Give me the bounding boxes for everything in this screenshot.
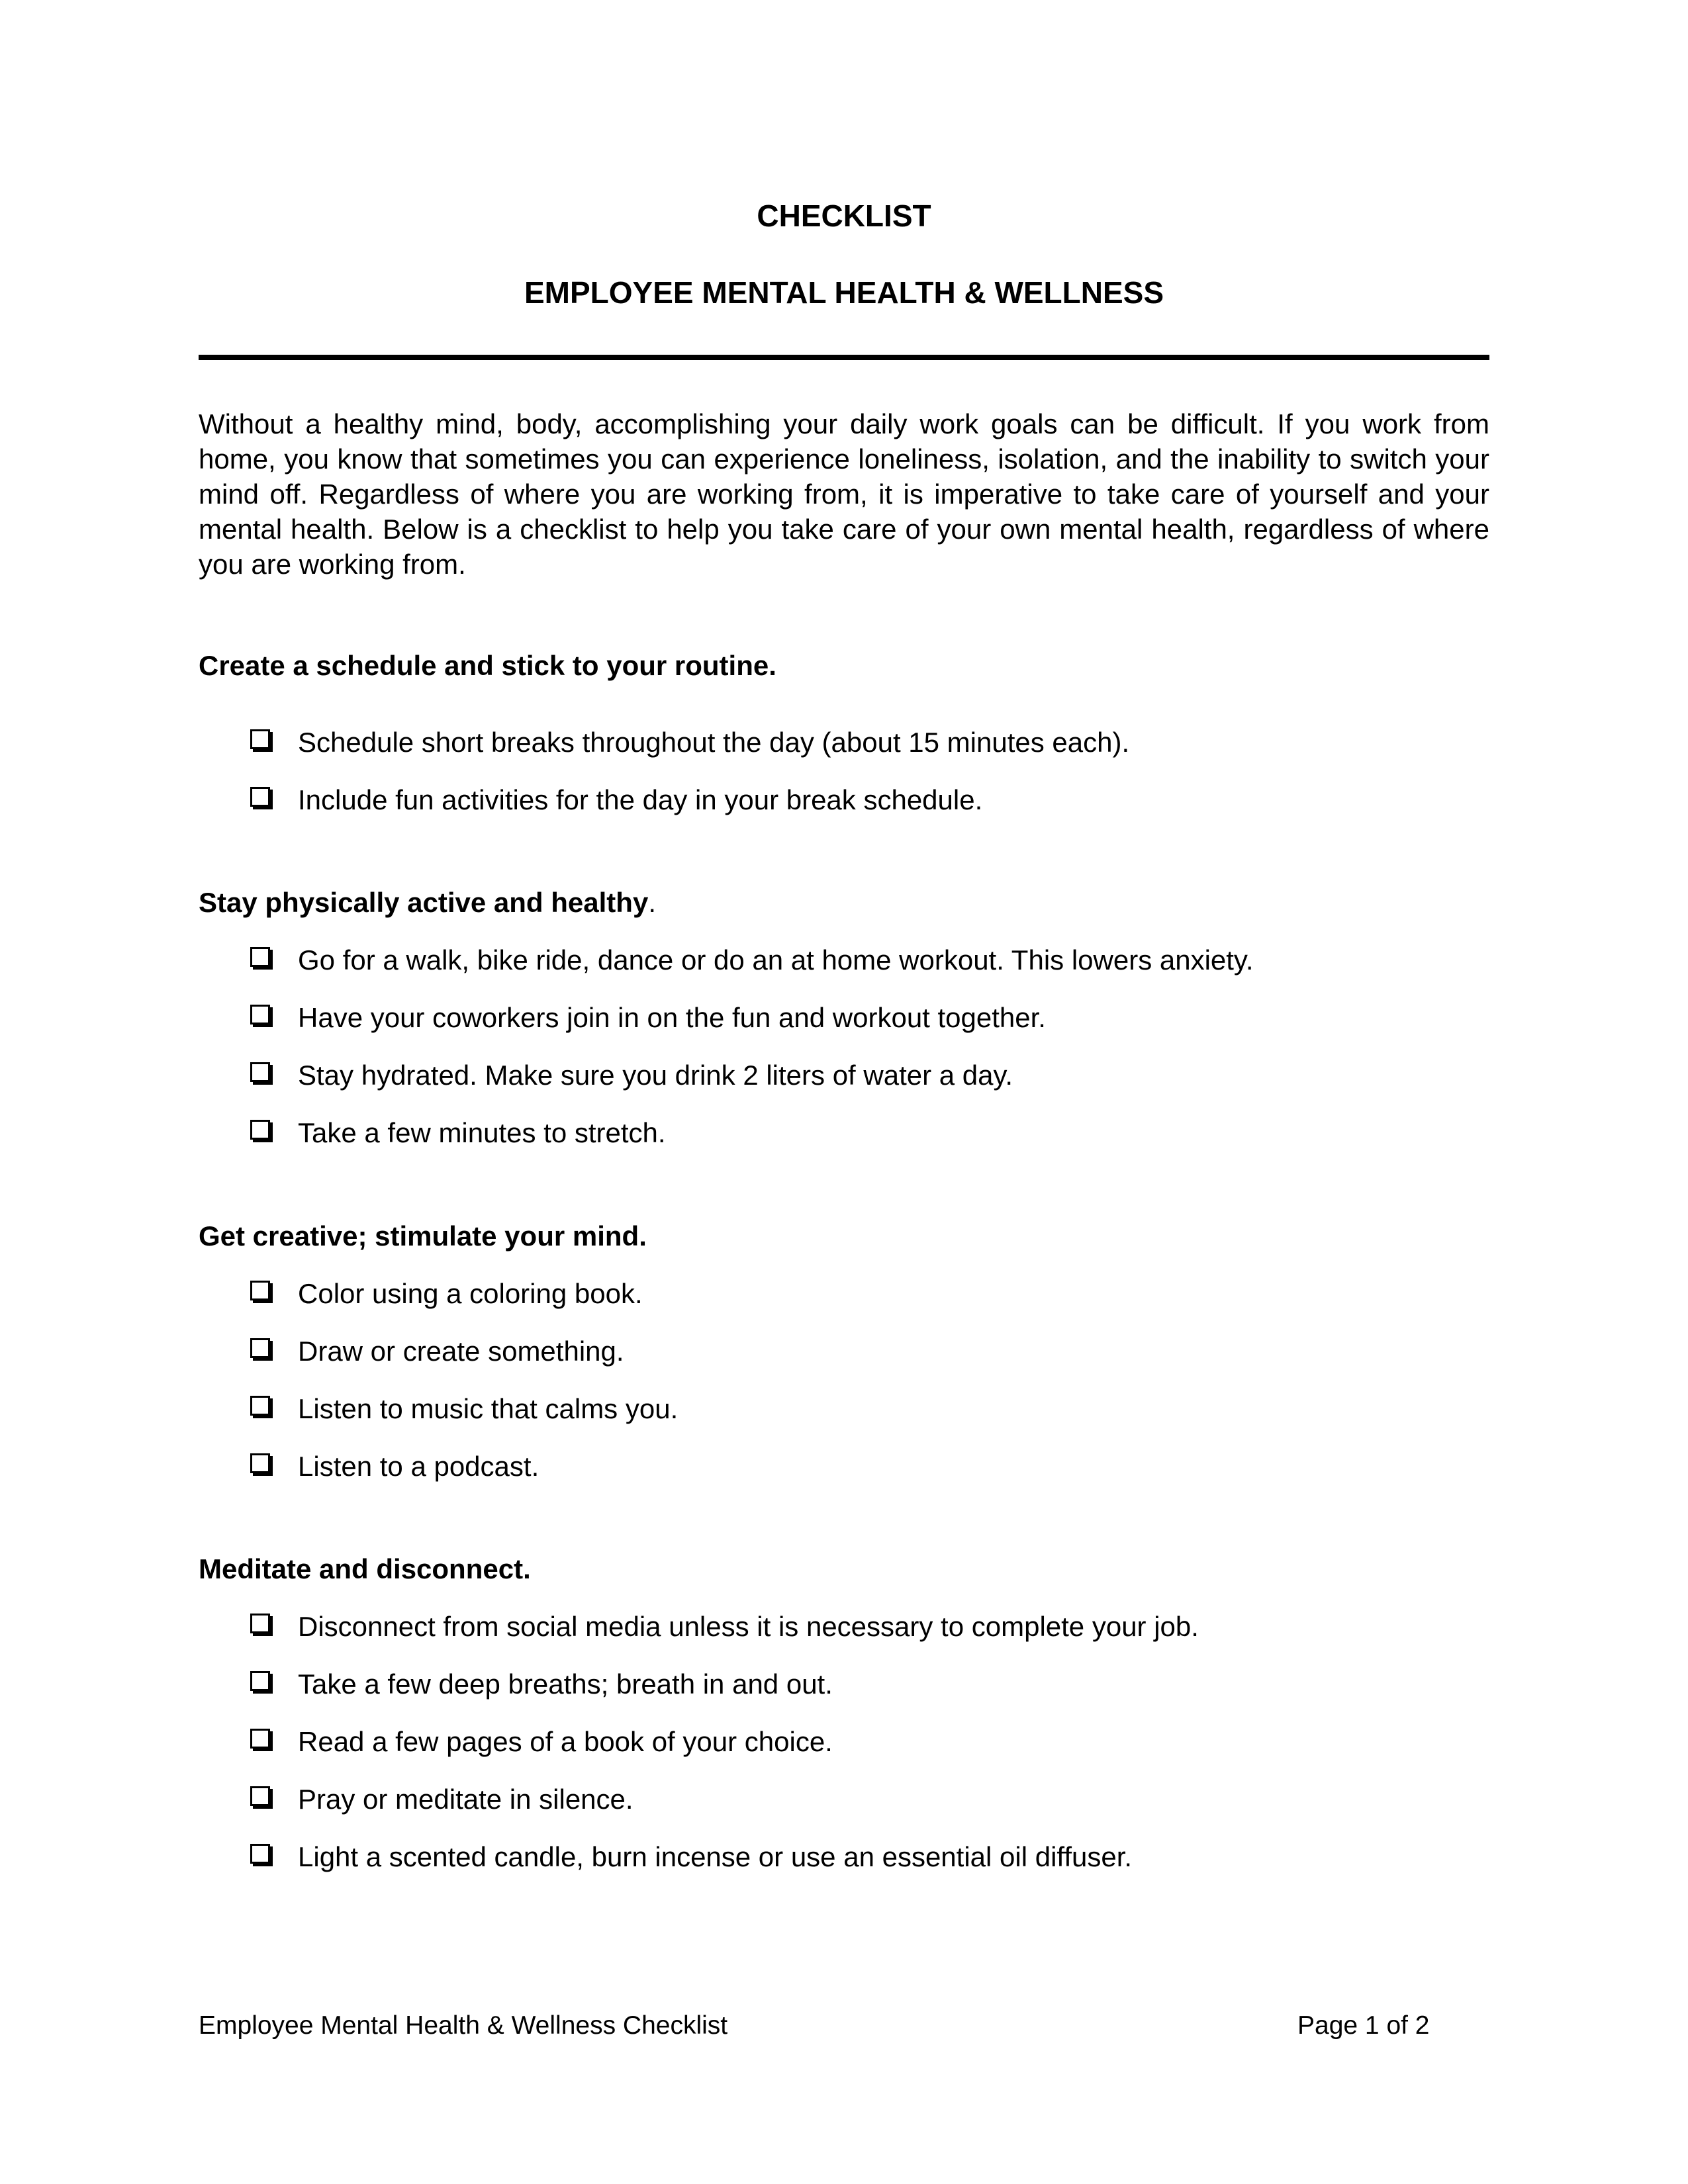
checkbox[interactable] xyxy=(250,787,270,807)
checklist-item[interactable] xyxy=(250,1667,1489,1725)
checklist-item[interactable] xyxy=(250,725,1489,783)
checklist-item-label: Read a few pages of a book of your choice. xyxy=(298,1726,833,1757)
checkbox[interactable] xyxy=(250,729,270,749)
section-heading-meditate xyxy=(199,1552,531,1586)
checklist-item[interactable] xyxy=(250,1116,1489,1173)
checklist-item-label: Listen to music that calms you. xyxy=(298,1393,679,1424)
checklist-item-label: Take a few minutes to stretch. xyxy=(298,1117,666,1148)
checkbox[interactable] xyxy=(250,947,270,967)
intro-paragraph: Without a healthy mind, body, accomplishing your daily work goals can be difficult. If you work from home, you know that sometimes you can experience loneliness, isolation, and the inability to switch your mind off. Regardless of where you are working from, it is imperative to take care of yourself and your mental health. Below is a checklist to help you take care of your own mental health, regardless of where you are working from. xyxy=(199,408,1489,580)
checklist-item-label: Schedule short breaks throughout the day (about 15 minutes each). xyxy=(298,727,1130,758)
checklist-item-label: Go for a walk, bike ride, dance or do an at home workout. This lowers anxiety. xyxy=(298,944,1254,976)
checkbox[interactable] xyxy=(250,1005,270,1024)
footer-document-name: Employee Mental Health & Wellness Checklist xyxy=(199,2011,728,2040)
section-heading-trail: . xyxy=(648,887,656,918)
checkbox[interactable] xyxy=(250,1453,270,1473)
checklist-creative xyxy=(250,1277,1489,1507)
document-title: CHECKLIST xyxy=(757,199,931,233)
checkbox[interactable] xyxy=(250,1120,270,1140)
section-heading-text: Meditate and disconnect. xyxy=(199,1553,531,1584)
checklist-meditate xyxy=(250,1610,1489,1897)
section-heading-creative xyxy=(199,1219,647,1253)
checklist-item[interactable] xyxy=(250,1334,1489,1392)
checklist-item-label: Color using a coloring book. xyxy=(298,1278,643,1309)
section-heading-text: Get creative; stimulate your mind. xyxy=(199,1220,647,1251)
checkbox[interactable] xyxy=(250,1614,270,1633)
title-divider xyxy=(199,355,1489,360)
checklist-item[interactable] xyxy=(250,1058,1489,1116)
checkbox[interactable] xyxy=(250,1671,270,1691)
checkbox[interactable] xyxy=(250,1729,270,1749)
checklist-item[interactable] xyxy=(250,1610,1489,1667)
section-heading-text: Create a schedule and stick to your routine. xyxy=(199,650,776,681)
checklist-item-label: Take a few deep breaths; breath in and out. xyxy=(298,1668,833,1700)
checklist-item-label: Disconnect from social media unless it is necessary to complete your job. xyxy=(298,1611,1199,1642)
checklist-item-label: Draw or create something. xyxy=(298,1336,624,1367)
section-heading-schedule xyxy=(199,649,776,683)
checklist-item-label: Pray or meditate in silence. xyxy=(298,1784,633,1815)
checklist-item[interactable] xyxy=(250,783,1489,841)
checklist-physical xyxy=(250,943,1489,1173)
checklist-schedule xyxy=(250,725,1489,841)
section-heading-physical xyxy=(199,886,656,920)
checklist-item-label: Light a scented candle, burn incense or use an essential oil diffuser. xyxy=(298,1841,1133,1872)
checklist-item[interactable] xyxy=(250,1840,1489,1897)
checkbox[interactable] xyxy=(250,1281,270,1300)
checklist-item[interactable] xyxy=(250,1001,1489,1058)
checklist-item-label: Have your coworkers join in on the fun and workout together. xyxy=(298,1002,1046,1033)
section-heading-text: Stay physically active and healthy xyxy=(199,887,649,918)
checkbox[interactable] xyxy=(250,1338,270,1358)
checklist-item[interactable] xyxy=(250,1449,1489,1507)
footer-page-number: Page 1 of 2 xyxy=(1297,2011,1430,2040)
checklist-item-label: Stay hydrated. Make sure you drink 2 liters of water a day. xyxy=(298,1060,1013,1091)
checklist-item[interactable] xyxy=(250,1725,1489,1782)
checkbox[interactable] xyxy=(250,1786,270,1806)
checklist-item[interactable] xyxy=(250,1782,1489,1840)
checklist-item-label: Include fun activities for the day in your break schedule. xyxy=(298,784,983,815)
checklist-item-label: Listen to a podcast. xyxy=(298,1451,539,1482)
checklist-item[interactable] xyxy=(250,943,1489,1001)
document-subtitle: EMPLOYEE MENTAL HEALTH & WELLNESS xyxy=(524,275,1164,310)
checkbox[interactable] xyxy=(250,1396,270,1416)
checkbox[interactable] xyxy=(250,1062,270,1082)
checkbox[interactable] xyxy=(250,1844,270,1864)
checklist-item[interactable] xyxy=(250,1392,1489,1449)
checklist-item[interactable] xyxy=(250,1277,1489,1334)
